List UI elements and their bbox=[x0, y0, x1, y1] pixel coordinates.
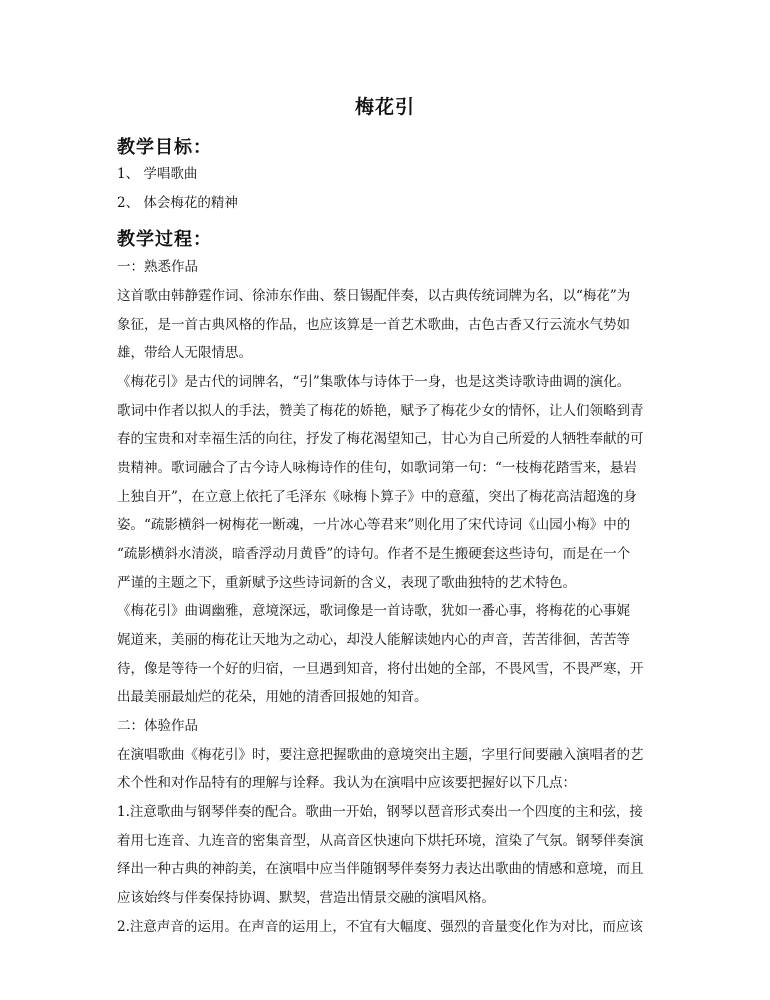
body-line: 《梅花引》是古代的词牌名，“引”集歌体与诗体于一身，也是这类诗歌诗曲调的演化。 bbox=[117, 374, 631, 390]
body-line: 这首歌由韩静霆作词、徐沛东作曲、蔡日锡配伴奏，以古典传统词牌为名，以“梅花”为 bbox=[117, 288, 631, 304]
section-heading: 一：熟悉作品 bbox=[117, 259, 198, 275]
body-line: 严谨的主题之下，重新赋予这些诗词新的含义，表现了歌曲独特的艺术特色。 bbox=[117, 575, 576, 591]
body-line: 应该始终与伴奏保持协调、默契，营造出情景交融的演唱风格。 bbox=[117, 890, 495, 906]
body-line: 出最美丽最灿烂的花朵，用她的清香回报她的知音。 bbox=[117, 689, 428, 705]
body-line: 着用七连音、九连音的密集音型，从高音区快速向下烘托环境，渲染了气氛。钢琴伴奏演 bbox=[117, 833, 644, 849]
goals-heading: 教学目标： bbox=[117, 137, 212, 158]
process-heading: 教学过程： bbox=[117, 229, 212, 250]
body-line: 娓道来，美丽的梅花让天地为之动心，却没人能解读她内心的声音，苦苦徘徊，苦苦等 bbox=[117, 632, 630, 648]
goal-item: 2、 体会梅花的精神 bbox=[117, 195, 238, 211]
body-line: 绎出一种古典的神韵美，在演唱中应当伴随钢琴伴奏努力表达出歌曲的情感和意境，而且 bbox=[117, 861, 644, 877]
body-line: 贵精神。歌词融合了古今诗人咏梅诗作的佳句，如歌词第一句：“一枝梅花踏雪来，悬岩 bbox=[117, 460, 637, 476]
body-line: 《梅花引》曲调幽雅，意境深远，歌词像是一首诗歌，犹如一番心事，将梅花的心事娓 bbox=[117, 603, 630, 619]
page-title: 梅花引 bbox=[354, 96, 415, 118]
body-line: 1.注意歌曲与钢琴伴奏的配合。歌曲一开始，钢琴以琶音形式奏出一个四度的主和弦，接 bbox=[117, 804, 643, 820]
body-line: 在演唱歌曲《梅花引》时，要注意把握歌曲的意境突出主题，字里行间要融入演唱者的艺 bbox=[117, 747, 644, 763]
body-line: 术个性和对作品特有的理解与诠释。我认为在演唱中应该要把握好以下几点： bbox=[117, 775, 576, 791]
body-line: 象征，是一首古典风格的作品，也应该算是一首艺术歌曲，古色古香又行云流水气势如 bbox=[117, 317, 630, 333]
goal-item: 1、 学唱歌曲 bbox=[117, 166, 198, 182]
body-line: 春的宝贵和对幸福生活的向往，抒发了梅花渴望知己，甘心为自己所爱的人牺牲奉献的可 bbox=[117, 431, 644, 447]
body-line: 2.注意声音的运用。在声音的运用上，不宜有大幅度、强烈的音量变化作为对比，而应该 bbox=[117, 919, 643, 935]
body-line: 待，像是等待一个好的归宿，一旦遇到知音，将付出她的全部，不畏风雪，不畏严寒，开 bbox=[117, 661, 644, 677]
body-line: “疏影横斜水清淡，暗香浮动月黄昏”的诗句。作者不是生搬硬套这些诗句，而是在一个 bbox=[117, 546, 631, 562]
body-line: 歌词中作者以拟人的手法，赞美了梅花的娇艳，赋予了梅花少女的情怀，让人们领略到青 bbox=[117, 403, 644, 419]
section-heading: 二：体验作品 bbox=[117, 718, 198, 734]
body-line: 姿。“疏影横斜一树梅花一断魂，一片冰心等君来”则化用了宋代诗词《山园小梅》中的 bbox=[117, 517, 631, 533]
body-line: 雄，带给人无限情思。 bbox=[117, 345, 252, 361]
body-line: 上独自开”，在立意上依托了毛泽东《咏梅卜算子》中的意蕴，突出了梅花高洁超逸的身 bbox=[117, 489, 637, 505]
